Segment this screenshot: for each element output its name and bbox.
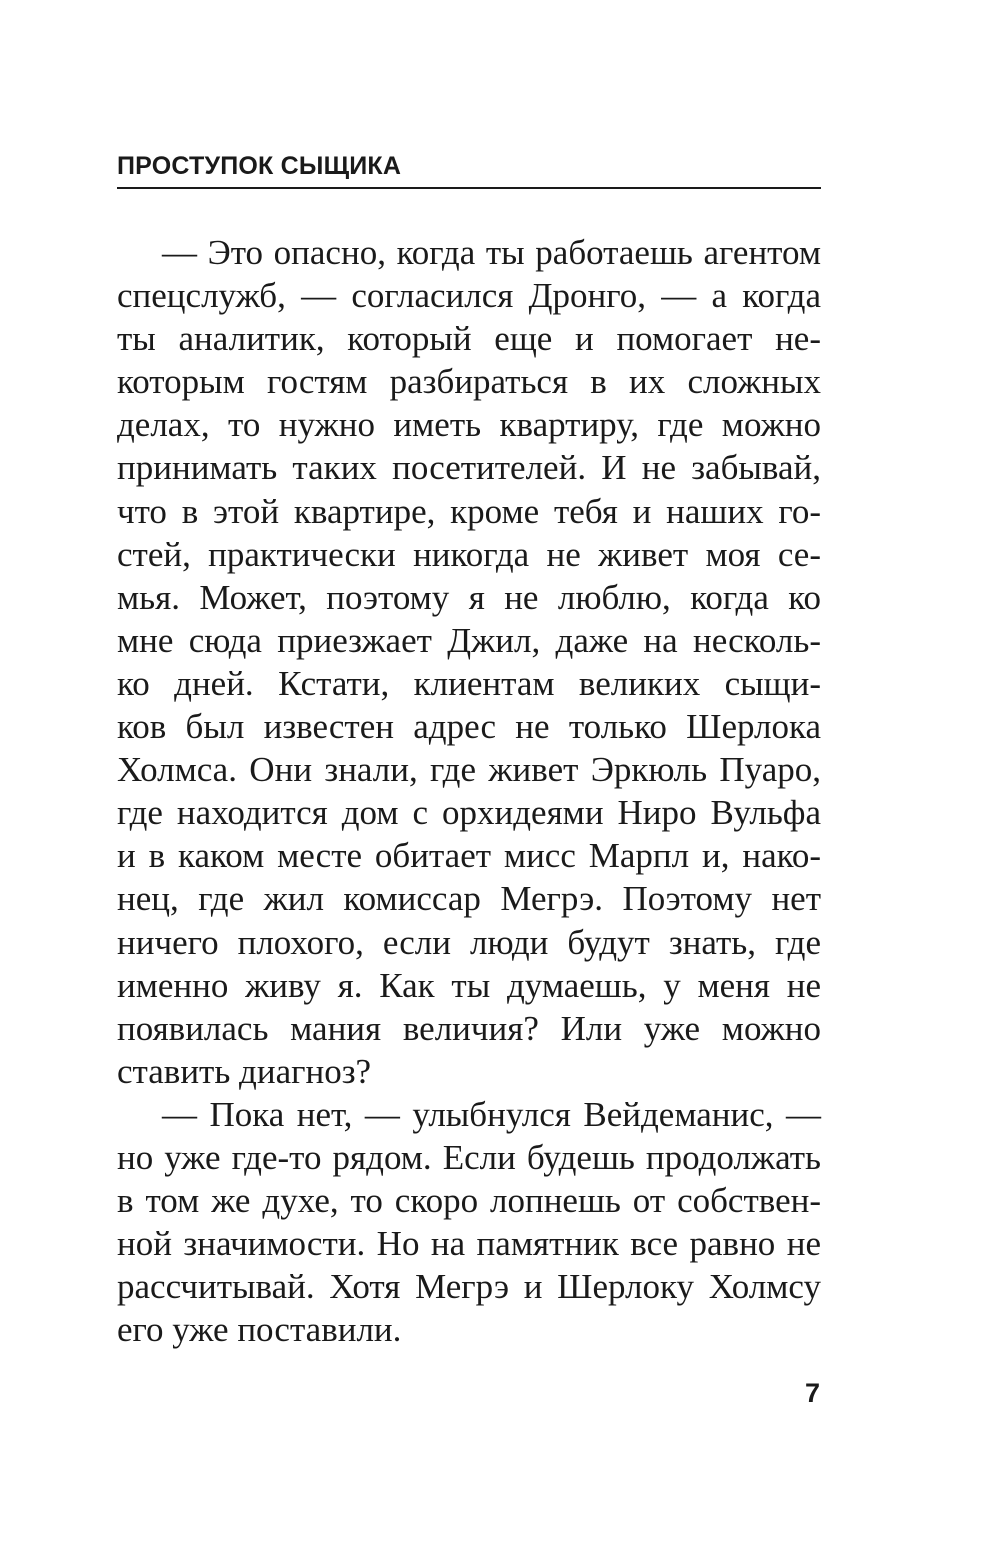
text-line: где находится дом с орхидеями Ниро Вульфа xyxy=(117,793,821,833)
text-line: которым гостям разбираться в их сложных xyxy=(117,362,821,402)
text-line: Холмса. Они знали, где живет Эркюль Пуаро, xyxy=(117,750,821,790)
text-line: делах, то нужно иметь квартиру, где можно xyxy=(117,405,821,445)
text-line: и в каком месте обитает мисс Марпл и, нако- xyxy=(117,836,821,876)
text-line: спецслужб, — согласился Дронго, — а когда xyxy=(117,276,821,316)
text-line: мне сюда приезжает Джил, даже на несколь- xyxy=(117,620,821,660)
text-line: появилась мания величия? Или уже можно xyxy=(117,1008,821,1048)
text-line: в том же духе, то скоро лопнешь от собствен- xyxy=(117,1181,821,1221)
text-line: ной значимости. Но на памятник все равно не xyxy=(117,1224,821,1264)
text-line: ков был известен адрес не только Шерлока xyxy=(117,707,821,747)
text-line: но уже где-то рядом. Если будешь продолжать xyxy=(117,1137,821,1177)
text-line: именно живу я. Как ты думаешь, у меня не xyxy=(117,965,821,1005)
text-line: ничего плохого, если люди будут знать, где xyxy=(117,922,821,962)
body-text xyxy=(117,231,821,1351)
text-line: его уже поставили. xyxy=(117,1310,402,1350)
text-line: нец, где жил комиссар Мегрэ. Поэтому нет xyxy=(117,879,821,919)
text-line: ты аналитик, который еще и помогает не- xyxy=(117,319,821,359)
text-line: ко дней. Кстати, клиентам великих сыщи- xyxy=(117,663,821,703)
text-line: ставить диагноз? xyxy=(117,1051,372,1091)
text-line: рассчитывай. Хотя Мегрэ и Шерлоку Холмсу xyxy=(117,1267,821,1307)
running-head: ПРОСТУПОК СЫЩИКА xyxy=(117,152,402,180)
text-line: что в этой квартире, кроме тебя и наших го- xyxy=(117,491,821,531)
header-rule xyxy=(117,187,821,189)
page-number: 7 xyxy=(804,1378,820,1408)
text-line: — Это опасно, когда ты работаешь агентом xyxy=(162,233,821,272)
text-line: стей, практически никогда не живет моя се- xyxy=(117,534,821,574)
text-line: — Пока нет, — улыбнулся Вейдеманис, — xyxy=(162,1094,821,1134)
text-line: мья. Может, поэтому я не люблю, когда ко xyxy=(117,577,821,617)
text-line: принимать таких посетителей. И не забывай, xyxy=(117,448,821,488)
